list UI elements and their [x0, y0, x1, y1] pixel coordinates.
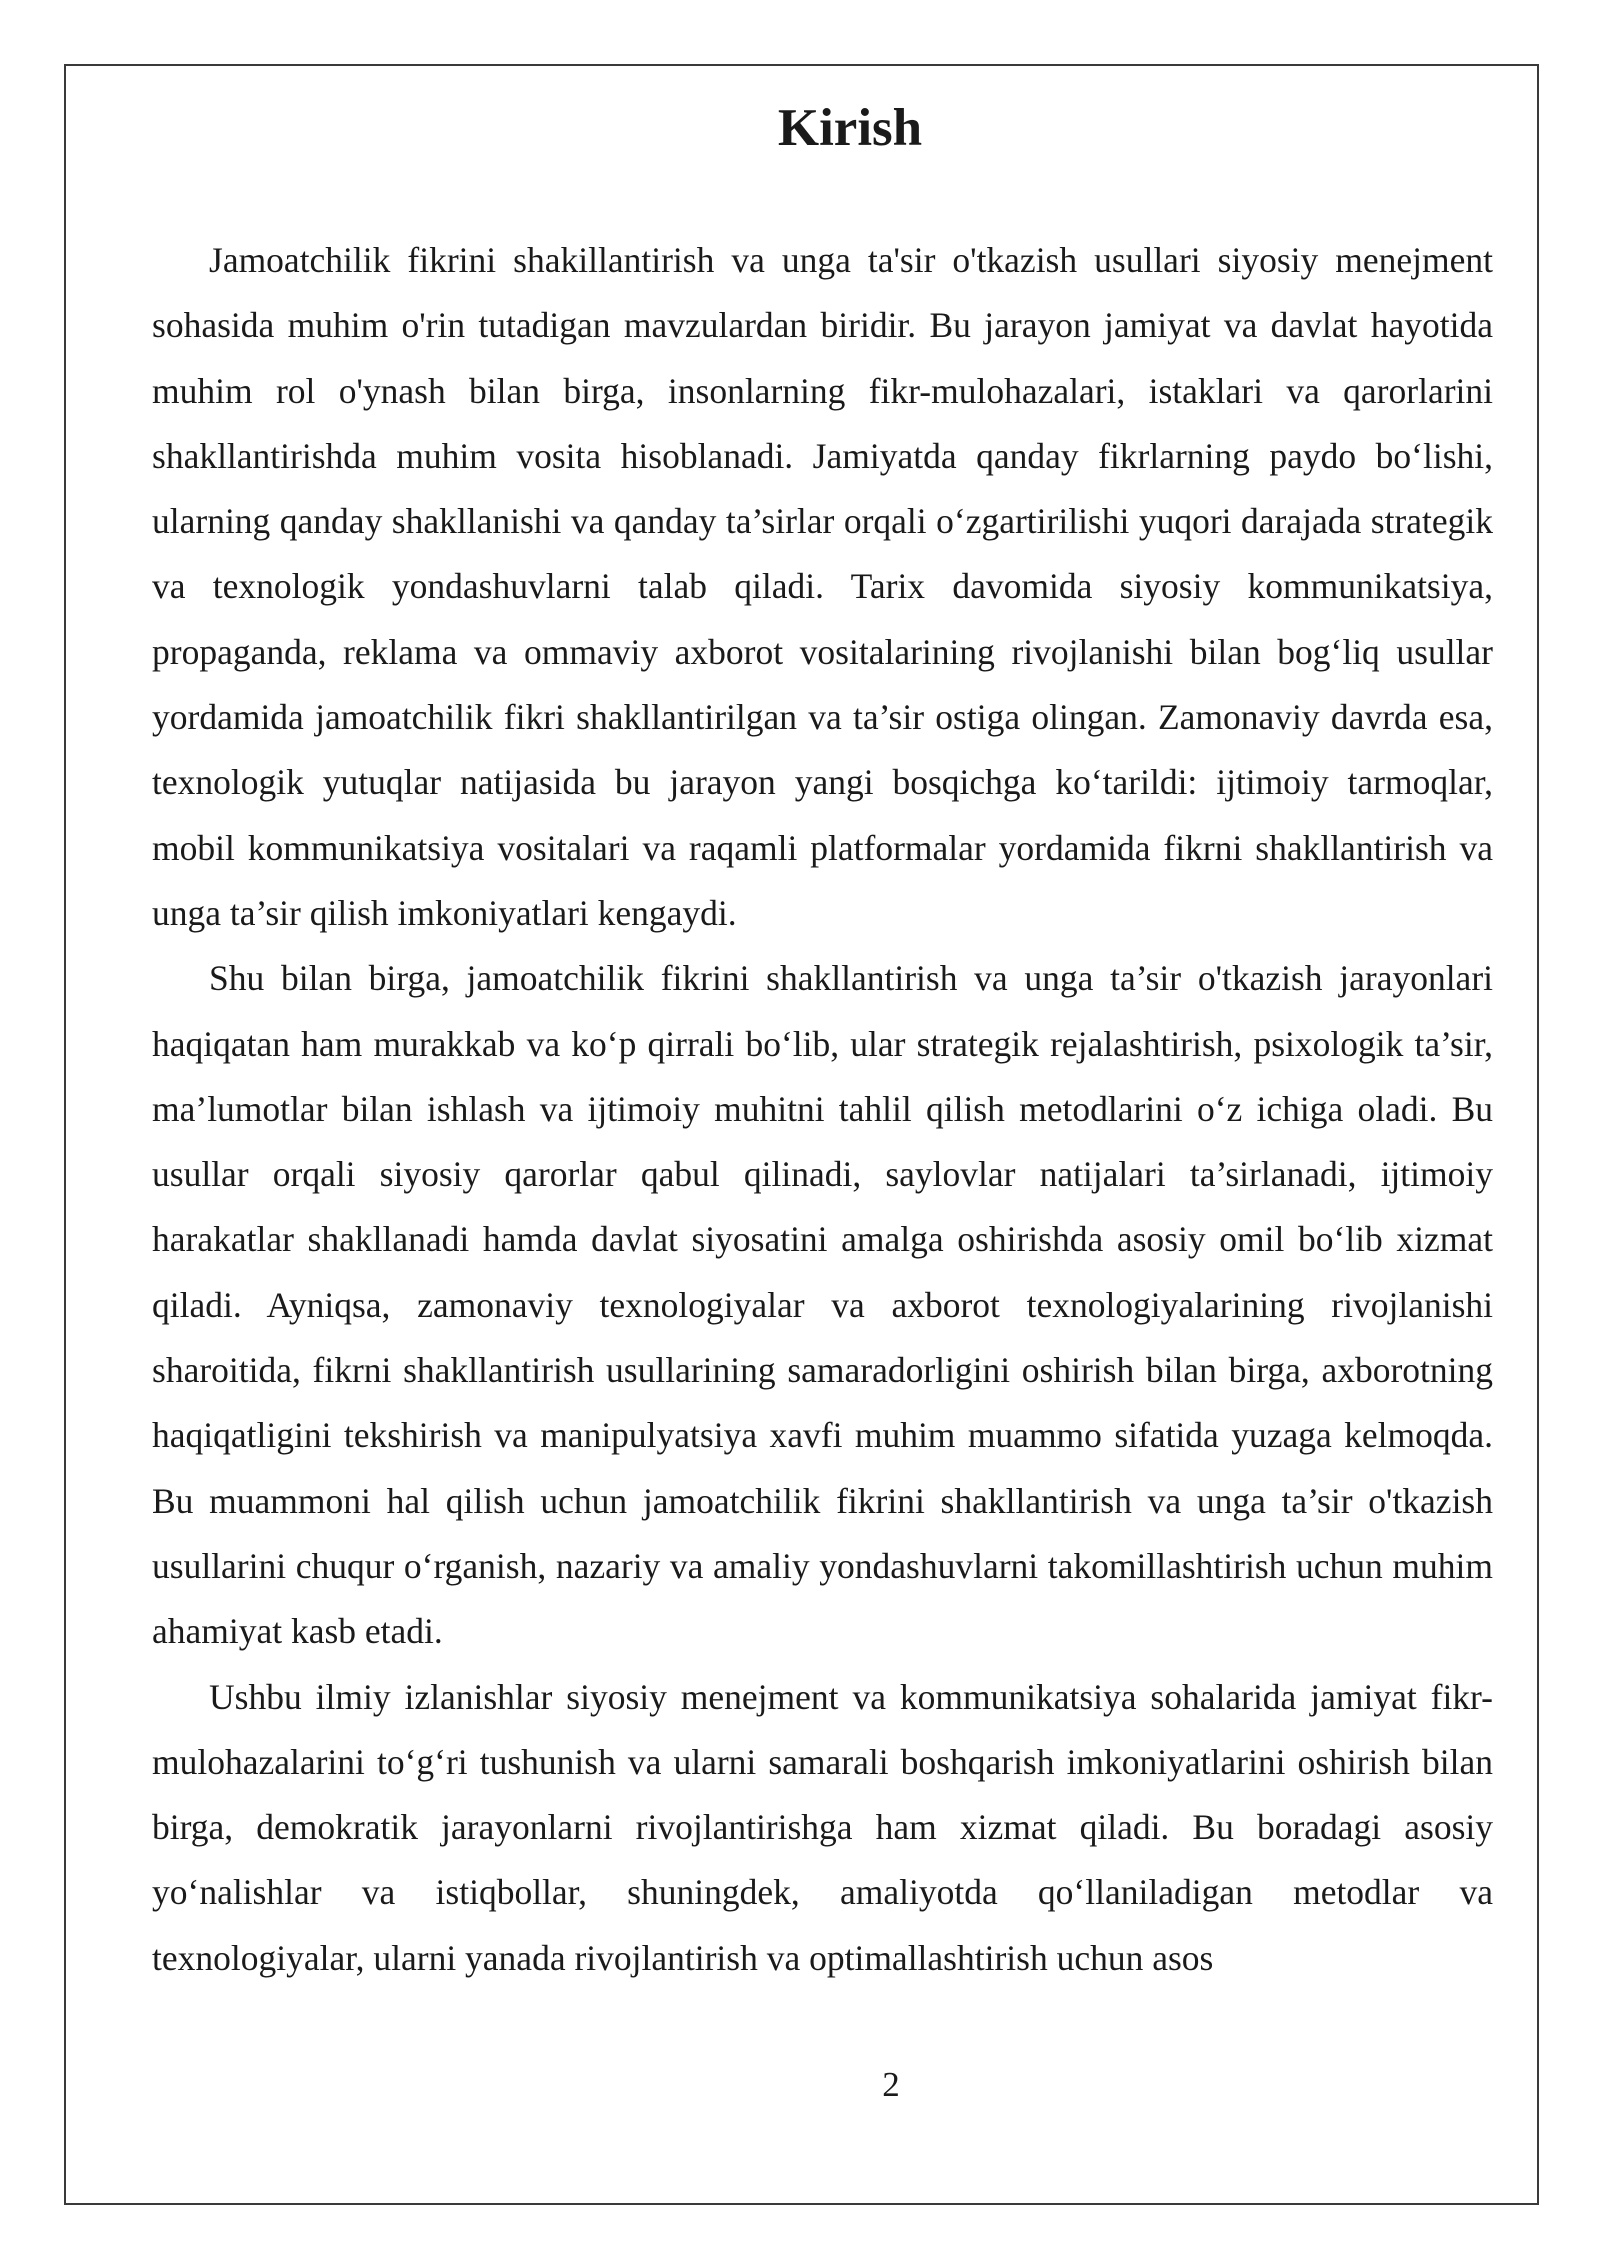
paragraph: Ushbu ilmiy izlanishlar siyosiy menejment va kommunikatsiya sohalarida jamiyat fikr-mulohazalarini to‘g‘ri tushunish va ularni samarali boshqarish imkoniyatlarini oshirish bilan birga, demokratik jarayonlarni rivojlantirishga ham xizmat qiladi. Bu boradagi asosiy yo‘nalishlar va istiqbollar, shuningdek, amaliyotda qo‘llaniladigan metodlar va texnologiyalar, ularni yanada rivojlantirish va optimallashtirish uchun asos	[152, 1676, 1493, 1978]
paragraph: Jamoatchilik fikrini shakillantirish va unga ta'sir o'tkazish usullari siyosiy menejment sohasida muhim o'rin tutadigan mavzulardan biridir. Bu jarayon jamiyat va davlat hayotida muhim rol o'ynash bilan birga, insonlarning fikr-mulohazalari, istaklari va qarorlarini shakllantirishda muhim vosita hisoblanadi. Jamiyatda qanday fikrlarning paydo bo‘lishi, ularning qanday shakllanishi va qanday ta’sirlar orqali o‘zgartirilishi yuqori darajada strategik va texnologik yondashuvlarni talab qiladi. Tarix davomida siyosiy kommunikatsiya, propaganda, reklama va ommaviy axborot vositalarining rivojlanishi bilan bog‘liq usullar yordamida jamoatchilik fikri shakllantirilgan va ta’sir ostiga olingan. Zamonaviy davrda esa, texnologik yutuqlar natijasida bu jarayon yangi bosqichga ko‘tarildi: ijtimoiy tarmoqlar, mobil kommunikatsiya vositalari va raqamli platformalar yordamida fikrni shakllantirish va unga ta’sir qilish imkoniyatlari kengaydi.	[152, 240, 1493, 933]
page-number: 2	[882, 2065, 900, 2104]
paragraph: Shu bilan birga, jamoatchilik fikrini shakllantirish va unga ta’sir o'tkazish jarayonlari haqiqatan ham murakkab va ko‘p qirrali bo‘lib, ular strategik rejalashtirish, psixologik ta’sir, ma’lumotlar bilan ishlash va ijtimoiy muhitni tahlil qilish metodlarini o‘z ichiga oladi. Bu usullar orqali siyosiy qarorlar qabul qilinadi, saylovlar natijalari ta’sirlanadi, ijtimoiy harakatlar shakllanadi hamda davlat siyosatini amalga oshirishda asosiy omil bo‘lib xizmat qiladi. Ayniqsa, zamonaviy texnologiyalar va axborot texnologiyalarining rivojlanishi sharoitida, fikrni shakllantirish usullarining samaradorligini oshirish bilan birga, axborotning haqiqatligini tekshirish va manipulyatsiya xavfi muhim muammo sifatida yuzaga kelmoqda. Bu muammoni hal qilish uchun jamoatchilik fikrini shakllantirish va unga ta’sir o'tkazish usullarini chuqur o‘rganish, nazariy va amaliy yondashuvlarni takomillashtirish uchun muhim ahamiyat kasb etadi.	[152, 958, 1493, 1652]
page-title: Kirish	[777, 99, 923, 157]
document-body	[152, 228, 1493, 1991]
